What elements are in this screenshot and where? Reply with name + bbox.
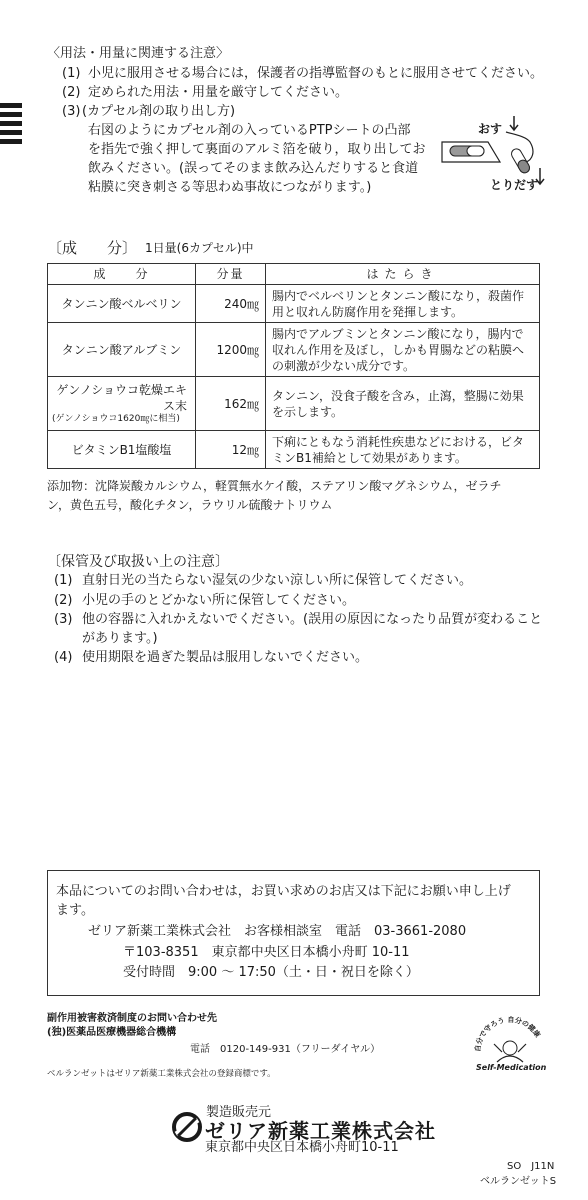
capsule-line-2: を指先で強く押して裏面のアルミ箔を破り，取り出してお	[88, 142, 426, 157]
storage-item-4: 使用期限を過ぎた製品は服用しないでください。	[82, 650, 369, 665]
ingredient-fn: 腸内でベルベリンとタンニン酸になり，殺菌作用と収れん防腐作用を発揮します。	[266, 285, 540, 323]
self-medication-arc-text: 自分で守ろう 自分の健康	[473, 1015, 542, 1053]
ingredient-fn: 腸内でアルブミンとタンニン酸になり，腸内で収れん作用を及ぼし，しかも胃腸などの粘膜への刺激が少ない成分です。	[266, 323, 540, 377]
ptp-sheet-diagram	[440, 112, 550, 192]
contact-hours-line: 受付時間 9:00 ～ 17:50（土・日・祝日を除く）	[123, 965, 419, 980]
contact-address-line: 〒103-8351 東京都中央区日本橋小舟町 10-11	[123, 945, 410, 960]
relief-title: 副作用被害救済制度のお問い合わせ先	[47, 1013, 217, 1024]
storage-item-3-line-2: があります。)	[82, 631, 158, 646]
storage-item-2: 小児の手のとどかない所に保管してください。	[82, 593, 356, 608]
table-row	[48, 323, 540, 377]
capsule-line-1: 右図のようにカプセル剤の入っているPTPシートの凸部	[88, 123, 411, 138]
relief-org: (独)医薬品医療機器総合機構	[47, 1027, 177, 1038]
contact-company-line: ゼリア新薬工業株式会社 お客様相談室 電話 03-3661-2080	[88, 924, 467, 939]
ingredient-qty: 240㎎	[196, 285, 266, 323]
product-code: ベルランゼットS	[480, 1176, 557, 1187]
table-header-row	[48, 264, 540, 285]
ingredient-fn: 下痢にともなう消耗性疾患などにおける，ビタミンB1補給として効果があります。	[266, 431, 540, 469]
ingredient-name: ビタミンB1塩酸塩	[48, 431, 196, 469]
usage-item-2-num: (2)	[62, 85, 81, 100]
usage-item-3-num: (3)	[62, 104, 81, 119]
capsule-line-4: 粘膜に突き刺さる等思わぬ事故につながります。)	[88, 180, 372, 195]
usage-item-1: 小児に服用させる場合には，保護者の指導監督のもとに服用させてください。	[88, 66, 544, 81]
self-medication-logo	[470, 1012, 550, 1064]
contact-box	[47, 870, 540, 996]
table-row	[48, 285, 540, 323]
relief-phone: 電話 0120-149-931（フリーダイヤル）	[190, 1044, 381, 1055]
storage-item-1-num: (1)	[54, 573, 73, 588]
storage-item-3-line-1: 他の容器に入れかえないでください。(誤用の原因になったり品質が変わること	[82, 612, 543, 627]
lot-code: SO J11N	[507, 1161, 555, 1172]
maker-address: 東京都中央区日本橋小舟町10-11	[205, 1140, 399, 1155]
capsule-line-3: 飲みください。(誤ってそのまま飲み込んだりすると食道	[88, 161, 419, 176]
storage-heading: 〔保管及び取扱い上の注意〕	[47, 554, 229, 570]
additives-line-1: 添加物：沈降炭酸カルシウム，軽質無水ケイ酸，ステアリン酸マグネシウム，ゼラチ	[47, 479, 502, 493]
self-medication-label: Self-Medication	[476, 1063, 547, 1072]
company-logo-icon	[172, 1112, 202, 1142]
ingredients-note: 1日量(6カプセル)中	[145, 241, 254, 255]
table-row	[48, 377, 540, 431]
ingredient-name: タンニン酸ベルベリン	[48, 285, 196, 323]
ingredients-heading: 〔成 分〕	[47, 239, 138, 257]
ingredient-name: ゲンノショウコ乾燥エキス末	[56, 383, 187, 413]
diagram-take-label: とりだす	[490, 178, 539, 192]
diagram-push-label: おす	[478, 122, 503, 136]
storage-item-3-num: (3)	[54, 612, 73, 627]
trademark-note: ベルランゼットはゼリア新薬工業株式会社の登録商標です。	[47, 1069, 276, 1079]
ingredient-qty: 1200㎎	[196, 323, 266, 377]
maker-company: ゼリア新薬工業株式会社	[205, 1119, 436, 1143]
table-header-fn: はたらき	[266, 264, 540, 285]
additives-line-2: ン，黄色五号，酸化チタン，ラウリル硫酸ナトリウム	[47, 498, 333, 512]
ingredient-name-cell	[48, 377, 196, 431]
table-row	[48, 431, 540, 469]
storage-item-4-num: (4)	[54, 650, 73, 665]
usage-item-1-num: (1)	[62, 66, 81, 81]
contact-intro-line-2: ます。	[56, 903, 94, 918]
usage-heading: 〈用法・用量に関連する注意〉	[47, 46, 230, 61]
ingredient-qty: 162㎎	[196, 377, 266, 431]
ingredient-subnote: (ゲンノショウコ1620㎎に相当)	[52, 414, 180, 424]
usage-item-2: 定められた用法・用量を厳守してください。	[88, 85, 349, 100]
table-header-name: 成 分	[48, 264, 196, 285]
storage-item-1: 直射日光の当たらない湿気の少ない涼しい所に保管してください。	[82, 573, 473, 588]
usage-item-3: (カプセル剤の取り出し方)	[82, 104, 236, 119]
ingredient-fn: タンニン，没食子酸を含み，止瀉，整腸に効果を示します。	[266, 377, 540, 431]
maker-role: 製造販売元	[206, 1105, 272, 1120]
storage-item-2-num: (2)	[54, 593, 73, 608]
ingredient-name: タンニン酸アルブミン	[48, 323, 196, 377]
contact-intro-line-1: 本品についてのお問い合わせは，お買い求めのお店又は下記にお願い申し上げ	[56, 884, 511, 899]
ingredient-qty: 12㎎	[196, 431, 266, 469]
table-header-qty: 分量	[196, 264, 266, 285]
ingredients-table	[47, 263, 540, 469]
